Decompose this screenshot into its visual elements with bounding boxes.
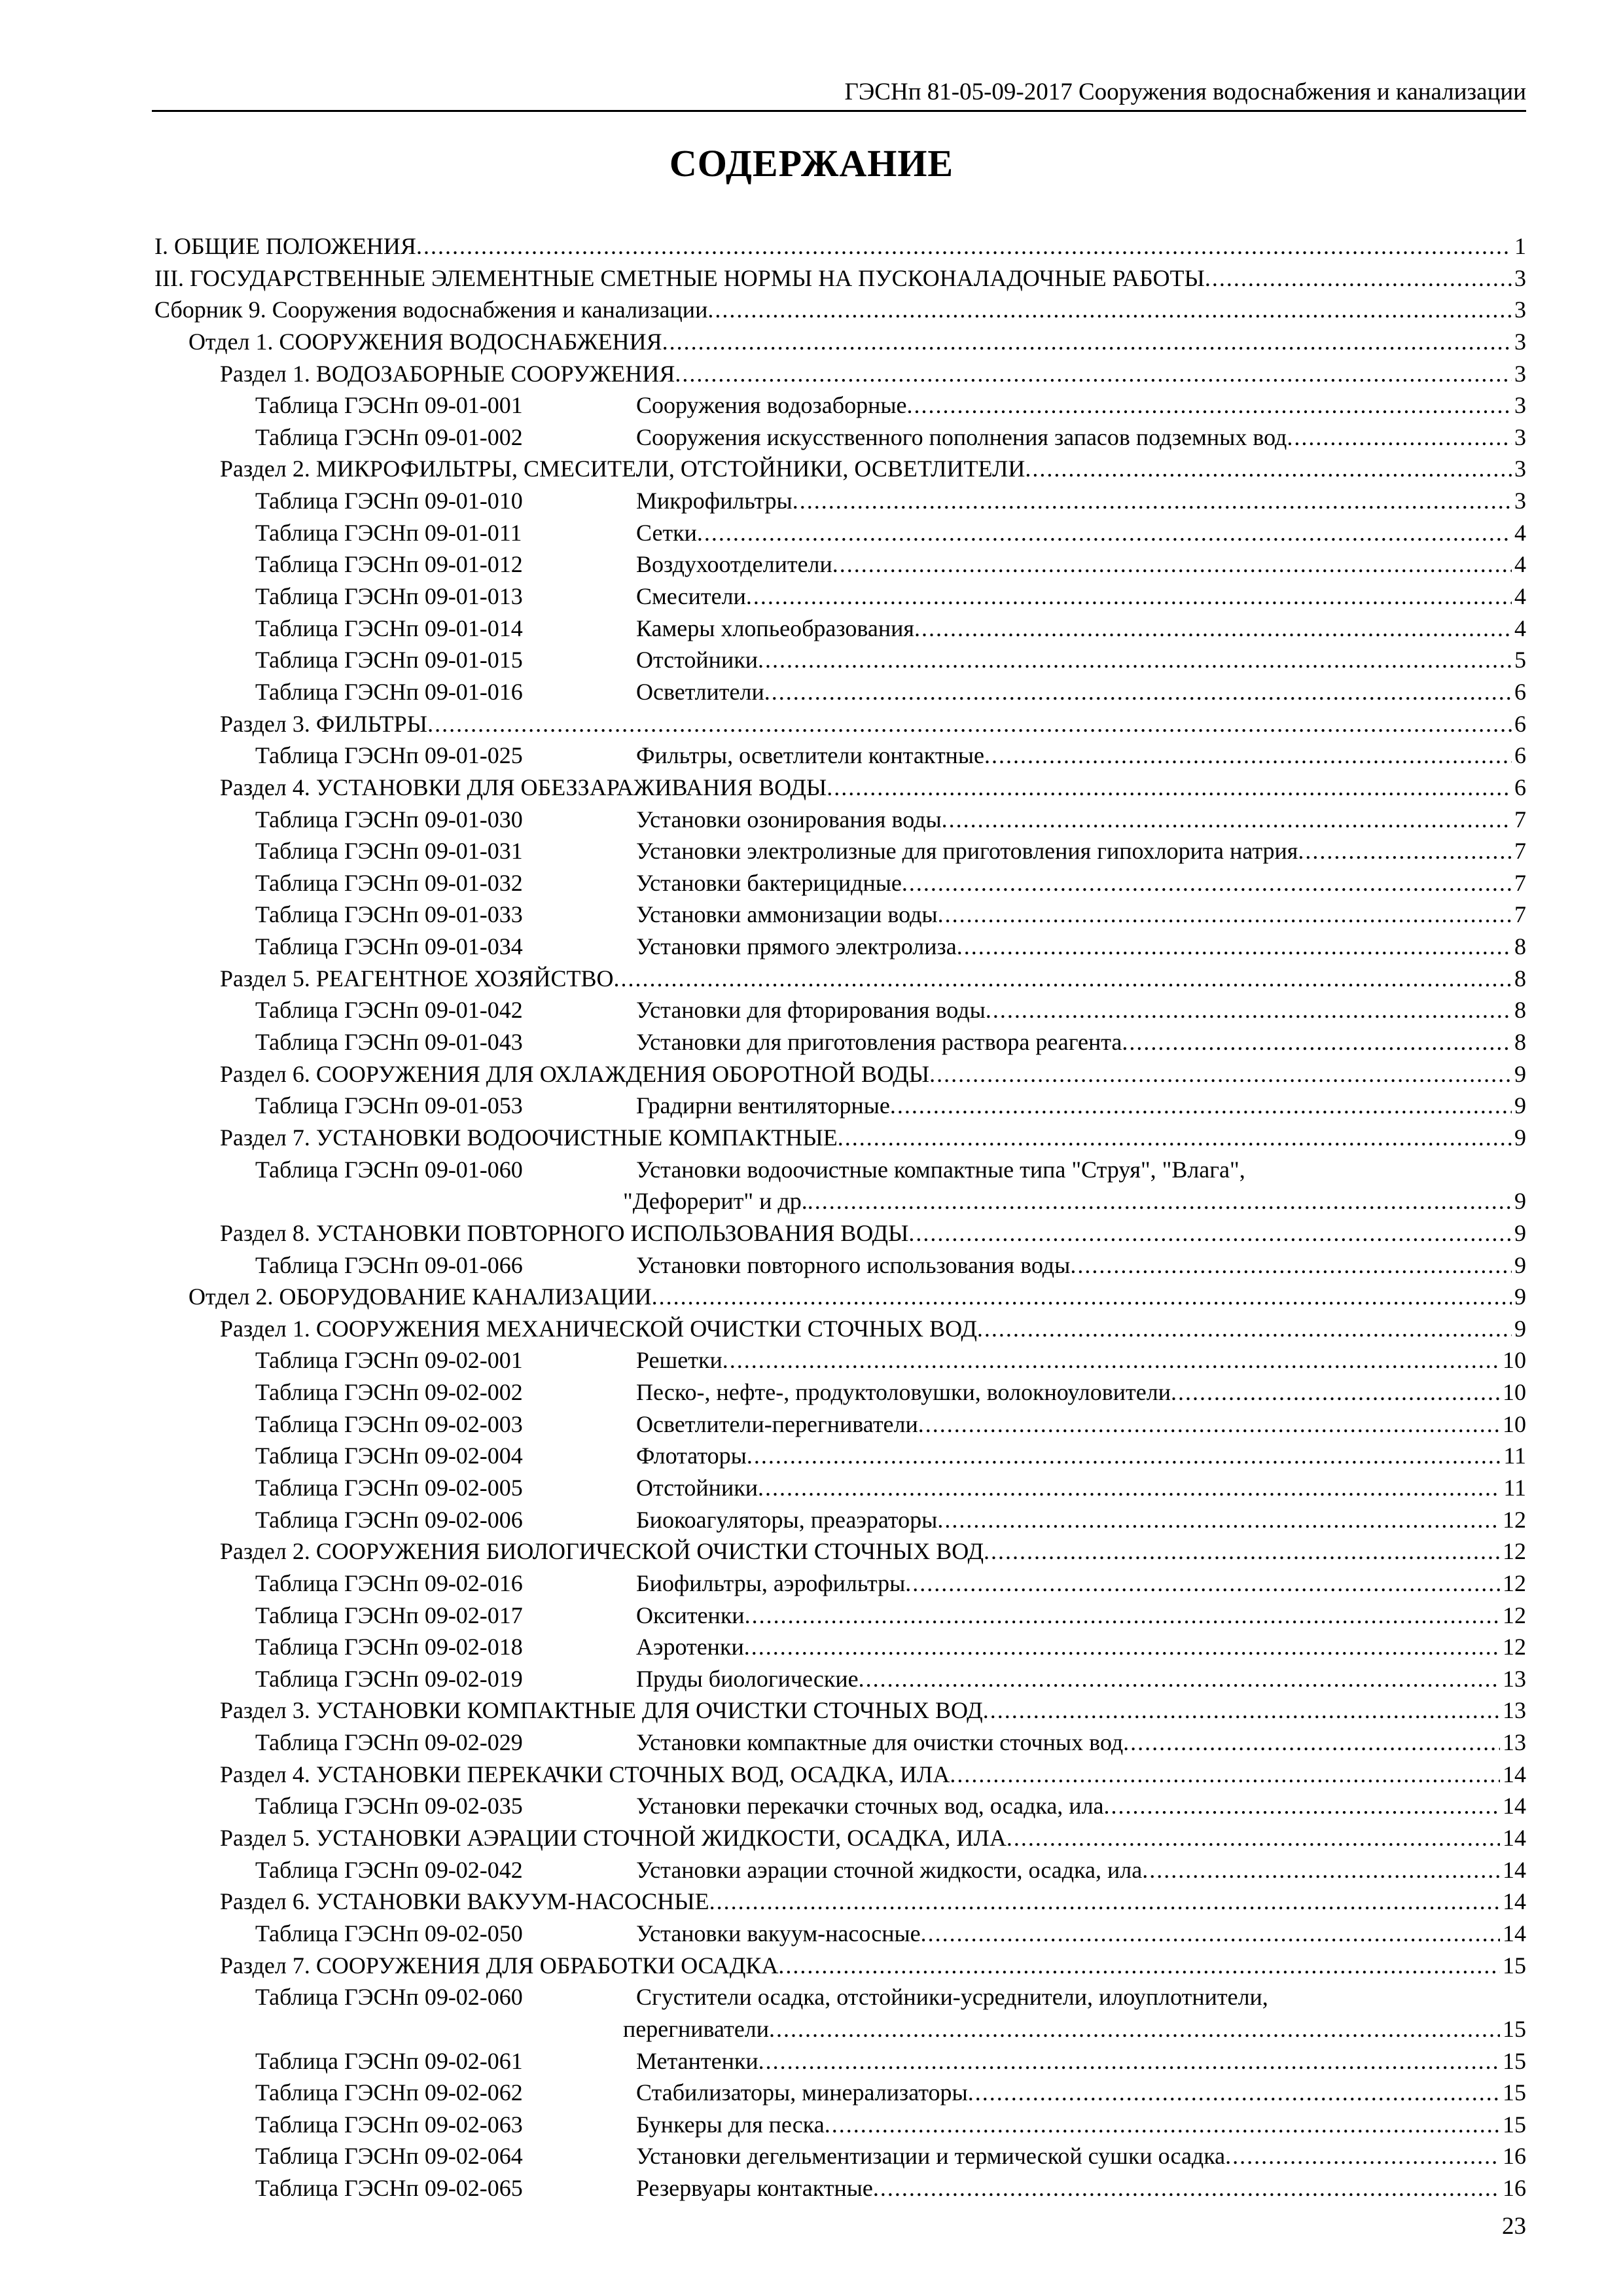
toc-entry-title: Установки дегельментизации и термической сушки осадка [636, 2140, 1225, 2172]
table-code: Таблица ГЭСНп 09-02-017 [255, 1602, 523, 1628]
toc-entry-page: 6 [1514, 678, 1526, 705]
toc-entry[interactable] [152, 772, 1526, 804]
toc-entry-page: 10 [1503, 1410, 1526, 1437]
dot-leader [1104, 1790, 1500, 1822]
dot-leader [1287, 422, 1512, 454]
toc-entry[interactable] [152, 676, 1526, 708]
toc-entry-title: Сгустители осадка, отстойники-усреднители, илоуплотнители, [636, 1984, 1268, 2011]
table-code: Таблица ГЭСНп 09-02-001 [255, 1347, 523, 1374]
toc-entry[interactable] [152, 1281, 1526, 1313]
dot-leader [747, 1440, 1501, 1472]
toc-entry[interactable] [152, 294, 1526, 326]
toc-entry-page: 9 [1514, 1283, 1526, 1310]
dot-leader [758, 644, 1512, 676]
dot-leader [984, 740, 1512, 772]
toc-entry[interactable] [152, 1504, 1526, 1536]
table-code: Таблица ГЭСНп 09-02-065 [255, 2175, 523, 2202]
toc-entry-title: Отдел 1. СООРУЖЕНИЯ ВОДОСНАБЖЕНИЯ [188, 326, 662, 358]
toc-entry[interactable] [152, 931, 1526, 963]
toc-entry-title: Раздел 4. УСТАНОВКИ ПЕРЕКАЧКИ СТОЧНЫХ ВОД, ОСАДКА, ИЛА [220, 1759, 950, 1791]
toc-entry-page: 4 [1514, 583, 1526, 610]
dot-leader [709, 1886, 1500, 1918]
toc-entry-title: Резервуары контактные [636, 2172, 873, 2204]
toc-entry-title: Установки для фторирования воды [636, 994, 986, 1026]
toc-entry[interactable] [152, 1122, 1526, 1154]
toc-entry-page: 11 [1503, 1474, 1526, 1501]
dot-leader [968, 2077, 1500, 2109]
toc-entry-title: "Дефорерит" и др. [623, 1185, 808, 1217]
dot-leader [957, 931, 1512, 963]
dot-leader [758, 2045, 1500, 2077]
dot-leader [838, 1122, 1512, 1154]
toc-entry-page: 12 [1503, 1634, 1526, 1660]
toc-entry[interactable] [152, 1886, 1526, 1918]
table-code: Таблица ГЭСНп 09-02-061 [255, 2047, 523, 2074]
toc-entry[interactable] [152, 1154, 1526, 1186]
table-code: Таблица ГЭСНп 09-01-016 [255, 678, 523, 705]
toc-entry-page: 6 [1514, 774, 1526, 800]
toc-entry-page: 15 [1503, 1952, 1526, 1979]
dot-leader [977, 1313, 1512, 1345]
dot-leader [746, 581, 1512, 613]
dot-leader [908, 1217, 1512, 1249]
toc-entry-title: Осветлители [636, 676, 764, 708]
table-code: Таблица ГЭСНп 09-02-006 [255, 1506, 523, 1533]
header-text: ГЭСНп 81-05-09-2017 Сооружения водоснабжения и канализации [844, 79, 1526, 105]
dot-leader [825, 2109, 1500, 2141]
toc-entry-title: Осветлители-перегниватели [636, 1408, 918, 1441]
toc-entry-title: Установки для приготовления раствора реагента [636, 1026, 1122, 1058]
dot-leader [873, 2172, 1500, 2204]
toc-entry-title: Пруды биологические [636, 1663, 859, 1695]
table-code: Таблица ГЭСНп 09-02-019 [255, 1665, 523, 1692]
toc-entry[interactable] [152, 1790, 1526, 1822]
toc-entry-page: 9 [1514, 1060, 1526, 1087]
toc-entry-page: 3 [1514, 328, 1526, 355]
table-code: Таблица ГЭСНп 09-01-043 [255, 1029, 523, 1056]
toc-entry-title: Бункеры для песка [636, 2109, 825, 2141]
toc-entry[interactable] [152, 1695, 1526, 1727]
toc-entry-page: 11 [1503, 1443, 1526, 1469]
toc-entry[interactable] [152, 262, 1526, 295]
toc-entry-page: 7 [1514, 869, 1526, 896]
toc-entry[interactable] [152, 1950, 1526, 1982]
toc-entry-continuation[interactable] [152, 1185, 1526, 1217]
toc-entry[interactable] [152, 1026, 1526, 1058]
toc-entry-page: 7 [1514, 806, 1526, 833]
toc-entry[interactable] [152, 2140, 1526, 2172]
table-code: Таблица ГЭСНп 09-02-062 [255, 2079, 523, 2106]
toc-entry-page: 10 [1503, 1347, 1526, 1374]
dot-leader [983, 1695, 1500, 1727]
dot-leader [937, 1504, 1500, 1536]
table-code: Таблица ГЭСНп 09-01-015 [255, 647, 523, 673]
toc-entry[interactable] [152, 230, 1526, 262]
toc-entry[interactable] [152, 1631, 1526, 1663]
table-code: Таблица ГЭСНп 09-02-035 [255, 1793, 523, 1820]
dot-leader [1225, 2140, 1500, 2172]
toc-entry-page: 3 [1514, 456, 1526, 482]
toc-entry-page: 5 [1514, 647, 1526, 673]
toc-entry-page: 14 [1503, 1793, 1526, 1820]
dot-leader [652, 1281, 1512, 1313]
toc-entry-title: Раздел 6. УСТАНОВКИ ВАКУУМ-НАСОСНЫЕ [220, 1886, 709, 1918]
toc-entry-title: Фильтры, осветлители контактные [636, 740, 984, 772]
toc-entry-title: Воздухоотделители [636, 548, 832, 581]
toc-entry[interactable] [152, 1344, 1526, 1376]
toc-entry-title: Раздел 5. УСТАНОВКИ АЭРАЦИИ СТОЧНОЙ ЖИДКОСТИ, ОСАДКА, ИЛА [220, 1822, 1007, 1854]
toc-entry-title: Решетки [636, 1344, 722, 1376]
dot-leader [427, 708, 1512, 740]
toc-entry[interactable] [152, 1600, 1526, 1632]
table-code: Таблица ГЭСНп 09-01-066 [255, 1251, 523, 1278]
toc-entry-page: 9 [1514, 1251, 1526, 1278]
toc-entry-title: Метантенки [636, 2045, 758, 2077]
dot-leader [827, 772, 1512, 804]
table-code: Таблица ГЭСНп 09-02-003 [255, 1410, 523, 1437]
toc-entry-page: 14 [1503, 1825, 1526, 1852]
table-code: Таблица ГЭСНп 09-01-014 [255, 615, 523, 641]
toc-entry-page: 9 [1514, 1092, 1526, 1119]
dot-leader [769, 2013, 1500, 2045]
toc-entry-page: 3 [1514, 392, 1526, 419]
table-of-contents [152, 230, 1526, 2204]
toc-entry[interactable] [152, 1727, 1526, 1759]
toc-entry-page: 16 [1503, 2143, 1526, 2170]
table-code: Таблица ГЭСНп 09-02-004 [255, 1443, 523, 1469]
table-code: Таблица ГЭСНп 09-01-053 [255, 1092, 523, 1119]
toc-entry-title: Раздел 4. УСТАНОВКИ ДЛЯ ОБЕЗЗАРАЖИВАНИЯ ВОДЫ [220, 772, 827, 804]
toc-entry-page: 8 [1514, 1029, 1526, 1056]
toc-entry-title: Установки бактерицидные [636, 867, 902, 899]
table-code: Таблица ГЭСНп 09-01-002 [255, 423, 523, 450]
toc-entry-title: Установки компактные для очистки сточных вод [636, 1727, 1123, 1759]
table-code: Таблица ГЭСНп 09-02-060 [255, 1984, 523, 2011]
toc-entry[interactable] [152, 1472, 1526, 1504]
toc-entry[interactable] [152, 548, 1526, 581]
toc-entry-page: 14 [1503, 1856, 1526, 1883]
dot-leader [929, 1058, 1512, 1090]
toc-entry-title: Установки прямого электролиза [636, 931, 957, 963]
table-code: Таблица ГЭСНп 09-02-050 [255, 1920, 523, 1946]
toc-entry-page: 3 [1514, 360, 1526, 387]
dot-leader [1123, 1727, 1500, 1759]
toc-entry-page: 9 [1514, 1124, 1526, 1151]
toc-entry-title: Биофильтры, аэрофильтры [636, 1568, 905, 1600]
toc-entry[interactable] [152, 1058, 1526, 1090]
toc-entry[interactable] [152, 1313, 1526, 1345]
toc-entry[interactable] [152, 2045, 1526, 2077]
toc-entry-title: Флотаторы [636, 1440, 747, 1472]
table-code: Таблица ГЭСНп 09-01-012 [255, 551, 523, 578]
table-code: Таблица ГЭСНп 09-01-060 [255, 1156, 523, 1183]
toc-entry-title: Биокоагуляторы, преаэраторы [636, 1504, 937, 1536]
dot-leader [745, 1600, 1500, 1632]
toc-entry-page: 7 [1514, 901, 1526, 928]
toc-entry-page: 12 [1503, 1506, 1526, 1533]
dot-leader [859, 1663, 1500, 1695]
toc-entry-page: 13 [1503, 1729, 1526, 1756]
toc-entry-title: Раздел 1. ВОДОЗАБОРНЫЕ СООРУЖЕНИЯ [220, 358, 675, 390]
toc-entry-page: 13 [1503, 1665, 1526, 1692]
toc-entry-title: Установки аммонизации воды [636, 899, 938, 931]
toc-entry-page: 10 [1503, 1379, 1526, 1406]
toc-entry[interactable] [152, 1822, 1526, 1854]
table-code: Таблица ГЭСНп 09-01-011 [255, 519, 522, 546]
toc-entry-page: 3 [1514, 296, 1526, 323]
toc-entry-page: 6 [1514, 710, 1526, 737]
toc-entry-title: Песко-, нефте-, продуктоловушки, волокноуловители [636, 1376, 1171, 1408]
toc-entry-title: Установки водоочистные компактные типа "Струя", "Влага", [636, 1156, 1245, 1183]
table-code: Таблица ГЭСНп 09-02-018 [255, 1634, 523, 1660]
toc-entry-page: 7 [1514, 838, 1526, 865]
toc-entry-title: Установки повторного использования воды [636, 1249, 1070, 1282]
toc-entry[interactable] [152, 2109, 1526, 2141]
toc-entry-title: Раздел 7. СООРУЖЕНИЯ ДЛЯ ОБРАБОТКИ ОСАДКА [220, 1950, 778, 1982]
toc-entry-page: 12 [1503, 1570, 1526, 1596]
toc-entry-title: Раздел 5. РЕАГЕНТНОЕ ХОЗЯЙСТВО [220, 963, 613, 995]
table-code: Таблица ГЭСНп 09-01-010 [255, 488, 523, 514]
table-code: Таблица ГЭСНп 09-01-031 [255, 838, 523, 865]
table-code: Таблица ГЭСНп 09-02-029 [255, 1729, 523, 1756]
toc-entry-title: Микрофильтры [636, 485, 793, 517]
toc-entry-title: Раздел 2. МИКРОФИЛЬТРЫ, СМЕСИТЕЛИ, ОТСТОЙНИКИ, ОСВЕТЛИТЕЛИ [220, 453, 1025, 485]
table-code: Таблица ГЭСНп 09-02-005 [255, 1474, 523, 1501]
dot-leader [764, 676, 1512, 708]
dot-leader [744, 1631, 1500, 1663]
toc-entry[interactable] [152, 644, 1526, 676]
toc-entry[interactable] [152, 835, 1526, 867]
table-code: Таблица ГЭСНп 09-02-042 [255, 1856, 523, 1883]
toc-entry-title: Сооружения водозаборные [636, 389, 907, 422]
toc-entry[interactable] [152, 485, 1526, 517]
toc-entry[interactable] [152, 1663, 1526, 1695]
dot-leader [938, 899, 1512, 931]
table-code: Таблица ГЭСНп 09-01-025 [255, 742, 523, 769]
toc-entry[interactable] [152, 1535, 1526, 1568]
dot-leader [905, 1568, 1500, 1600]
dot-leader [907, 389, 1512, 422]
toc-entry-title: Камеры хлопьеобразования [636, 613, 914, 645]
dot-leader [675, 358, 1512, 390]
toc-entry-page: 4 [1514, 615, 1526, 641]
table-code: Таблица ГЭСНп 09-01-033 [255, 901, 523, 928]
toc-entry[interactable] [152, 963, 1526, 995]
dot-leader [890, 1090, 1512, 1122]
toc-entry[interactable] [152, 358, 1526, 390]
toc-entry-page: 6 [1514, 742, 1526, 769]
toc-entry[interactable] [152, 517, 1526, 549]
toc-entry-page: 13 [1503, 1697, 1526, 1724]
toc-entry-title: Отстойники [636, 644, 758, 676]
toc-entry-page: 14 [1503, 1761, 1526, 1787]
dot-leader [918, 1408, 1500, 1441]
toc-entry-page: 9 [1514, 1219, 1526, 1246]
dot-leader [942, 804, 1512, 836]
dot-leader [613, 963, 1512, 995]
table-code: Таблица ГЭСНп 09-02-016 [255, 1570, 523, 1596]
toc-entry-page: 3 [1514, 488, 1526, 514]
toc-entry-page: 15 [1503, 2111, 1526, 2138]
toc-entry-page: 15 [1503, 2047, 1526, 2074]
toc-entry[interactable] [152, 804, 1526, 836]
toc-entry[interactable] [152, 994, 1526, 1026]
dot-leader [808, 1185, 1512, 1217]
table-code: Таблица ГЭСНп 09-01-042 [255, 997, 523, 1024]
dot-leader [1070, 1249, 1512, 1282]
toc-entry[interactable] [152, 453, 1526, 485]
page-title: СОДЕРЖАНИЕ [669, 142, 954, 185]
toc-entry[interactable] [152, 867, 1526, 899]
toc-entry-title: Раздел 2. СООРУЖЕНИЯ БИОЛОГИЧЕСКОЙ ОЧИСТКИ СТОЧНЫХ ВОД [220, 1535, 984, 1568]
toc-entry-title: Раздел 6. СООРУЖЕНИЯ ДЛЯ ОХЛАЖДЕНИЯ ОБОРОТНОЙ ВОДЫ [220, 1058, 929, 1090]
dot-leader [707, 294, 1512, 326]
toc-entry-page: 12 [1503, 1602, 1526, 1628]
toc-entry-title: Раздел 3. УСТАНОВКИ КОМПАКТНЫЕ ДЛЯ ОЧИСТКИ СТОЧНЫХ ВОД [220, 1695, 983, 1727]
table-code: Таблица ГЭСНп 09-01-030 [255, 806, 523, 833]
toc-entry-title: Раздел 3. ФИЛЬТРЫ [220, 708, 427, 740]
toc-entry-page: 9 [1514, 1188, 1526, 1215]
toc-entry-page: 4 [1514, 519, 1526, 546]
toc-entry-title: Отдел 2. ОБОРУДОВАНИЕ КАНАЛИЗАЦИИ [188, 1281, 652, 1313]
toc-entry[interactable] [152, 1249, 1526, 1282]
toc-entry[interactable] [152, 613, 1526, 645]
toc-entry[interactable] [152, 1090, 1526, 1122]
dot-leader [416, 230, 1512, 262]
dot-leader [758, 1472, 1501, 1504]
toc-entry-title: Установки аэрации сточной жидкости, осадка, ила [636, 1854, 1142, 1886]
toc-entry-title: I. ОБЩИЕ ПОЛОЖЕНИЯ [154, 230, 416, 262]
table-code: Таблица ГЭСНп 09-02-002 [255, 1379, 523, 1406]
toc-entry-page: 3 [1514, 423, 1526, 450]
dot-leader [778, 1950, 1500, 1982]
dot-leader [722, 1344, 1500, 1376]
toc-entry[interactable] [152, 2172, 1526, 2204]
table-code: Таблица ГЭСНп 09-02-063 [255, 2111, 523, 2138]
toc-entry-title: Сооружения искусственного пополнения запасов подземных вод [636, 422, 1287, 454]
table-code: Таблица ГЭСНп 09-01-013 [255, 583, 523, 610]
toc-entry[interactable] [152, 389, 1526, 422]
dot-leader [986, 994, 1512, 1026]
table-code: Таблица ГЭСНп 09-01-001 [255, 392, 523, 419]
dot-leader [984, 1535, 1500, 1568]
toc-entry[interactable] [152, 326, 1526, 358]
toc-entry[interactable] [152, 1217, 1526, 1249]
running-header [152, 73, 1526, 112]
dot-leader [914, 613, 1512, 645]
toc-entry[interactable] [152, 1759, 1526, 1791]
table-code: Таблица ГЭСНп 09-02-064 [255, 2143, 523, 2170]
table-code: Таблица ГЭСНп 09-01-032 [255, 869, 523, 896]
dot-leader [832, 548, 1512, 581]
toc-entry-page: 1 [1514, 233, 1526, 259]
toc-entry-page: 15 [1503, 2079, 1526, 2106]
toc-entry-page: 4 [1514, 551, 1526, 578]
toc-entry[interactable] [152, 1440, 1526, 1472]
dot-leader [793, 485, 1512, 517]
toc-entry-title: Установки вакуум-насосные [636, 1918, 921, 1950]
toc-entry-page: 8 [1514, 933, 1526, 960]
toc-entry-title: Сетки [636, 517, 697, 549]
toc-entry-title: Раздел 7. УСТАНОВКИ ВОДООЧИСТНЫЕ КОМПАКТНЫЕ [220, 1122, 838, 1154]
toc-entry-page: 8 [1514, 997, 1526, 1024]
toc-entry-title: Установки озонирования воды [636, 804, 942, 836]
dot-leader [1142, 1854, 1500, 1886]
toc-entry-title: Аэротенки [636, 1631, 744, 1663]
dot-leader [1205, 262, 1512, 295]
toc-entry[interactable] [152, 899, 1526, 931]
toc-entry-title: Градирни вентиляторные [636, 1090, 890, 1122]
dot-leader [662, 326, 1512, 358]
toc-entry-title: Окситенки [636, 1600, 745, 1632]
toc-entry[interactable] [152, 581, 1526, 613]
toc-entry-title: Раздел 1. СООРУЖЕНИЯ МЕХАНИЧЕСКОЙ ОЧИСТКИ СТОЧНЫХ ВОД [220, 1313, 977, 1345]
toc-entry-page: 15 [1503, 2015, 1526, 2042]
toc-entry[interactable] [152, 1568, 1526, 1600]
page-number: 23 [1502, 2213, 1526, 2240]
toc-entry[interactable] [152, 1854, 1526, 1886]
toc-entry[interactable] [152, 1408, 1526, 1441]
table-code: Таблица ГЭСНп 09-01-034 [255, 933, 523, 960]
toc-entry[interactable] [152, 422, 1526, 454]
toc-entry[interactable] [152, 1981, 1526, 2013]
toc-entry-page: 16 [1503, 2175, 1526, 2202]
dot-leader [697, 517, 1512, 549]
dot-leader [1122, 1026, 1512, 1058]
toc-entry-page: 14 [1503, 1920, 1526, 1946]
toc-entry-title: III. ГОСУДАРСТВЕННЫЕ ЭЛЕМЕНТНЫЕ СМЕТНЫЕ НОРМЫ НА ПУСКОНАЛАДОЧНЫЕ РАБОТЫ [154, 262, 1205, 295]
toc-entry-page: 8 [1514, 965, 1526, 992]
toc-entry-title: Стабилизаторы, минерализаторы [636, 2077, 968, 2109]
toc-entry-title: Сборник 9. Сооружения водоснабжения и канализации [154, 294, 707, 326]
toc-entry[interactable] [152, 708, 1526, 740]
toc-entry[interactable] [152, 1376, 1526, 1408]
toc-entry-page: 3 [1514, 264, 1526, 291]
dot-leader [950, 1759, 1500, 1791]
toc-entry-page: 14 [1503, 1888, 1526, 1915]
toc-entry[interactable] [152, 740, 1526, 772]
dot-leader [902, 867, 1512, 899]
toc-entry-title: Установки перекачки сточных вод, осадка, ила [636, 1790, 1104, 1822]
toc-entry[interactable] [152, 1918, 1526, 1950]
dot-leader [1171, 1376, 1500, 1408]
toc-entry[interactable] [152, 2077, 1526, 2109]
dot-leader [1025, 453, 1512, 485]
toc-entry-continuation[interactable] [152, 2013, 1526, 2045]
toc-entry-title: Отстойники [636, 1472, 758, 1504]
dot-leader [1298, 835, 1512, 867]
toc-entry-page: 9 [1514, 1315, 1526, 1342]
toc-entry-page: 12 [1503, 1538, 1526, 1565]
dot-leader [921, 1918, 1500, 1950]
toc-entry-title: Смесители [636, 581, 746, 613]
toc-entry-title: перегниватели [623, 2013, 769, 2045]
dot-leader [1007, 1822, 1500, 1854]
toc-entry-title: Установки электролизные для приготовления гипохлорита натрия [636, 835, 1298, 867]
toc-entry-title: Раздел 8. УСТАНОВКИ ПОВТОРНОГО ИСПОЛЬЗОВАНИЯ ВОДЫ [220, 1217, 908, 1249]
